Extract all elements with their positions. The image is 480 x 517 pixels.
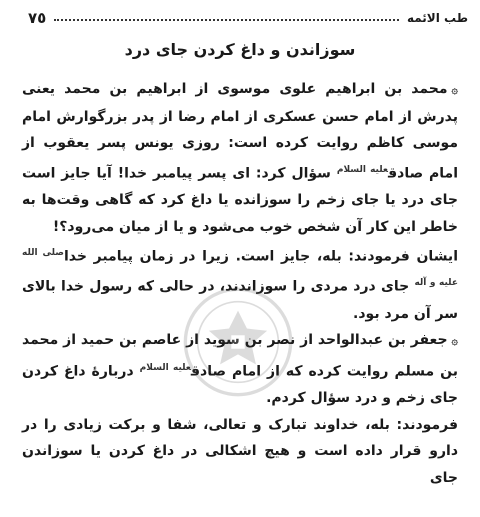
paragraph-text: سؤال کرد: ای پسر پيامبر خدا! آيا جايز است جای درد يا جای زخم را سوزانده يا داغ کرد که گاهی وقت‌ها به خاطر اين کار آن شخص خوب می‌شود و يا از ميان می‌رود؟! bbox=[22, 165, 458, 235]
paragraph bbox=[22, 412, 458, 492]
running-head: طب الائمه bbox=[406, 11, 468, 25]
paragraph bbox=[22, 327, 458, 411]
paragraph bbox=[22, 240, 458, 327]
body-text bbox=[22, 76, 458, 492]
section-title: سوزاندن و داغ کردن جای درد bbox=[124, 40, 356, 59]
bullet-star-icon: ۞ bbox=[451, 83, 458, 96]
page-header bbox=[8, 6, 472, 30]
bullet-star-icon: ۞ bbox=[451, 334, 458, 348]
page-number: ٧٥ bbox=[28, 9, 47, 27]
paragraph-text: دربارهٔ داغ کردن جای زخم و درد سؤال کردم. bbox=[22, 363, 458, 407]
paragraph bbox=[22, 76, 458, 240]
honorific-ligature: عليه السلام bbox=[336, 164, 388, 175]
header-dotted-rule bbox=[54, 19, 399, 21]
paragraph-text: فرمودند: بله، خداوند تبارک و تعالی، شفا و برکت زيادی را در دارو قرار داده است و هيچ اشکالی در داغ کردن يا سوزاندن جای bbox=[22, 416, 458, 486]
paragraph-text: محمد بن ابراهيم علوی موسوی از ابراهيم بن محمد يعنی پدرش از امام حسن عسکری از امام رضا از پدر بزرگوارش امام موسی کاظم روايت کرده است: روزی يونس پسر يعقوب از امام صادق bbox=[22, 81, 458, 182]
honorific-ligature: عليه السلام bbox=[139, 362, 191, 373]
paragraph-text: جای درد مردی را سوزاندند، در حالی که رسول خدا بالای سر آن مرد بود. bbox=[22, 279, 458, 322]
paragraph-text: ايشان فرمودند: بله، جايز است. زيرا در زمان پيامبر خدا bbox=[64, 248, 458, 265]
paragraph-text: جعفر بن عبدالواحد از نصر بن سويد از عاصم بن حميد از محمد بن مسلم روايت کرده که از امام صادق bbox=[22, 332, 458, 380]
honorific-ligature: صلی الله عليه و آله bbox=[22, 248, 458, 289]
